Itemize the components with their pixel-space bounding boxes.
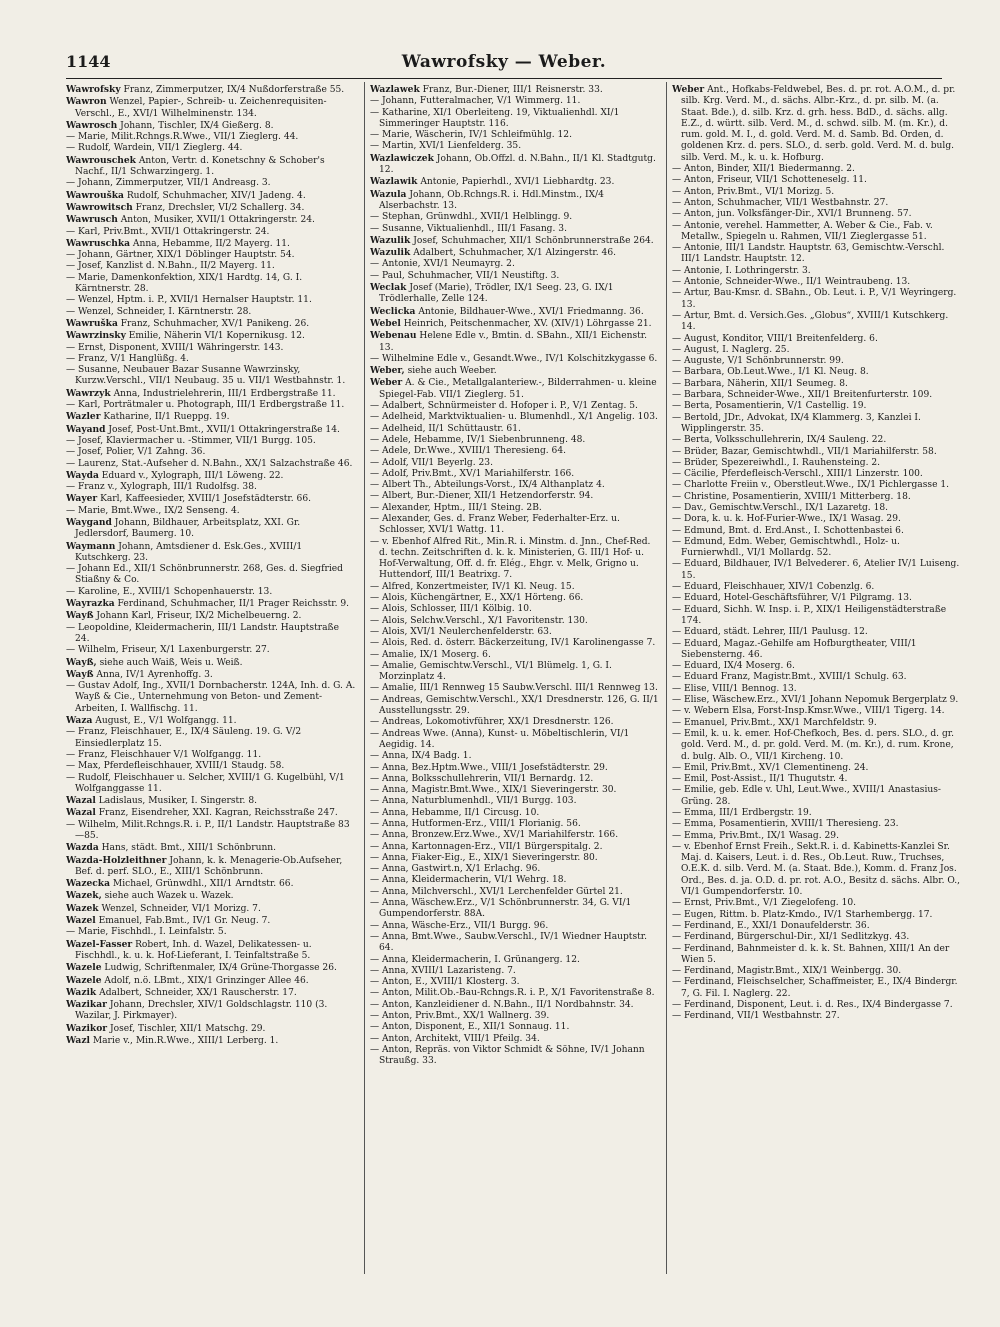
directory-entry: — Laurenz, Stat.-Aufseher d. N.Bahn., XX/1 Salzachstraße 46. — [66, 458, 353, 469]
directory-entry: — Adele, Dr.Wwe., XVIII/1 Theresieng. 64. — [370, 446, 567, 457]
directory-entry: — Amalie, Gemischtw.Verschl., VI/1 Blümelg. 1, G. I. Morzinplatz 4. — [370, 660, 612, 683]
directory-entry: Waygand Johann, Bildhauer, Arbeitsplatz, XXI. Gr. Jedlersdorf, Baumerg. 10. — [66, 516, 301, 540]
directory-entry: — Antonie, XVI/1 Neumayrg. 2. — [370, 259, 515, 270]
directory-entry: — Barbara, Schneider-Wwe., XII/1 Breitenfurterstr. 109. — [672, 390, 933, 401]
directory-entry: — Andreas, Lokomotivführer, XX/1 Dresdnerstr. 126. — [370, 717, 614, 728]
directory-entry: — v. Ebenhof Ernst Freih., Sekt.R. i. d. Kabinetts-Kanzlei Sr. Maj. d. Kaisers, Leut. i. d. Res., Ob.Leut. Ruw., Truchses, O.E.K. d. silb. Verd. M. (a. Staat. Bde.), Komm. d. Franz Jos. Ord., Bes. d. ja. O.D. d. pr. rot. A.O., Besitz d. sächs. Albr. O., VI/1 Gumpendorferstr. 10. — [672, 841, 961, 898]
directory-entry: Wayrazka Ferdinand, Schuhmacher, II/1 Prager Reichsstr. 9. — [66, 598, 350, 610]
directory-entry: — Berta, Volksschullehrerin, IX/4 Sauleng. 22. — [672, 435, 887, 446]
directory-entry: — Antonie, III/1 Landstr. Hauptstr. 63, Gemischtw.-Verschl. III/1 Landstr. Hauptstr. 12. — [672, 243, 945, 265]
directory-entry: Waza August, E., V/1 Wolfgangg. 11. — [66, 715, 237, 727]
directory-entry: — Emilie, geb. Edle v. Uhl, Leut.Wwe., XVIII/1 Anastasius-Grüng. 28. — [672, 785, 941, 807]
directory-entry: Weclicka Antonie, Bildhauer-Wwe., XVI/1 Friedmanng. 36. — [370, 305, 644, 317]
directory-entry: — Rudolf, Fleischhauer u. Selcher, XVIII/1 G. Kugelbühl, V/1 Wolfganggasse 11. — [66, 772, 345, 794]
directory-entry: — Adelheid, II/1 Schüttaustr. 61. — [370, 423, 521, 434]
directory-entry: Wazek Wenzel, Schneider, VI/1 Morizg. 7. — [66, 902, 261, 914]
directory-entry: Wawrofsky Franz, Zimmerputzer, IX/4 Nußdorferstraße 55. — [66, 84, 345, 95]
directory-entry: Wayand Josef, Post-Unt.Bmt., XVII/1 Ottakringerstraße 14. — [66, 423, 340, 435]
directory-entry: Wazikor Josef, Tischler, XII/1 Matschg. 29. — [66, 1022, 266, 1034]
directory-entry: — Elise, Wäschew.Erz., XVI/1 Johann Nepomuk Bergerplatz 9. — [672, 695, 959, 706]
directory-entry: Weber Ant., Hofkabs-Feldwebel, Bes. d. pr. rot. A.O.M., d. pr. silb. Krg. Verd. M., d. sächs. Albr.-Krz., d. pr. silb. M. (a. Staat. Bde.), d. silb. Krz. d. grh. hess. BdD., d. sächs. allg. E.Z., d. württ. silb. Verd. M., d. schwd. silb. M. (m. Kr.), d. rum. gold. M. I., d. gold. Verd. M. d. Samb. Bd. Orden, d. goldenen Krz. d. pers. SLO., d. serb. gold. Verd. M. d. bulg. silb. Verd. M., k. u. k. Hofburg. — [672, 84, 956, 163]
directory-entry: Wazele Adolf, n.ö. LBmt., XIX/1 Grinzinger Allee 46. — [66, 974, 309, 986]
directory-entry: Wawrusch Anton, Musiker, XVII/1 Ottakringerstr. 24. — [66, 214, 315, 226]
directory-entry: Wazulik Josef, Schuhmacher, XII/1 Schönbrunnerstraße 264. — [370, 234, 654, 246]
directory-entry: — Eduard, Bildhauer, IV/1 Belvederег. 6, Atelier IV/1 Luiseng. 15. — [672, 559, 960, 581]
directory-entry: Wazler Katharine, II/1 Rueppg. 19. — [66, 411, 230, 423]
directory-entry: — Anna, Hebamme, II/1 Circusg. 10. — [370, 807, 540, 818]
directory-entry: — Adele, Hebamme, IV/1 Siebenbrunneng. 48. — [370, 434, 586, 445]
directory-entry: Wayß Johann Karl, Friseur, IX/2 Michelbeuerng. 2. — [66, 610, 302, 622]
directory-entry: — Emma, Posamentierin, XVIII/1 Theresieng. 23. — [672, 819, 899, 830]
directory-entry: — Josef, Polier, V/1 Zahng. 36. — [66, 447, 206, 458]
directory-entry: — Johann, Gärtner, XIX/1 Döblinger Hauptstr. 54. — [66, 250, 295, 261]
directory-entry: — Franz, Fleischhauer V/1 Wolfgangg. 11. — [66, 749, 262, 760]
directory-entry: — Marie, Wäscherin, IV/1 Schleifmühlg. 12. — [370, 130, 572, 141]
directory-entry: — Andreas, Gemischtw.Verschl., XX/1 Dresdnerstr. 126, G. II/1 Ausstellungsstr. 29. — [370, 694, 659, 717]
directory-entry: — Franz, Fleischhauer, E., IX/4 Säuleng. 19. G. V/2 Einsiedlerplatz 15. — [66, 727, 302, 749]
directory-entry: — Alois, Red. d. österr. Bäckerzeitung, IV/1 Karolinengasse 7. — [370, 638, 656, 649]
directory-entry: Wawrouška Rudolf, Schuhmacher, XIV/1 Jadeng. 4. — [66, 189, 306, 201]
column-3 — [672, 84, 962, 1274]
directory-entry: — Josef, Klaviermacher u. -Stimmer, VII/1 Burgg. 105. — [66, 435, 316, 446]
directory-entry: — Elise, VIII/1 Bennog. 13. — [672, 683, 797, 694]
directory-entry: — Johann, Zimmerputzer, VII/1 Andreasg. 3. — [66, 178, 271, 189]
directory-entry: Wazal Ladislaus, Musiker, I. Singerstr. 8. — [66, 795, 258, 807]
directory-entry: — Stephan, Grünwdhl., XVII/1 Helblingg. 9. — [370, 212, 573, 223]
directory-entry: — Karl, Priv.Bmt., XVII/1 Ottakringerstr. 24. — [66, 226, 270, 237]
page-number: 1144 — [66, 52, 111, 71]
running-head: Wawrofsky — Weber. — [401, 52, 607, 72]
directory-entry: — Rudolf, Wardein, VII/1 Zieglerg. 44. — [66, 143, 243, 154]
directory-entry: Wawrzyk Anna, Industrielehrerin, III/1 Erdbergstraße 11. — [66, 387, 336, 399]
directory-entry: — Marie, Damenkonfektion, XIX/1 Hardtg. 14, G. I. Kärntnerstr. 28. — [66, 272, 303, 295]
directory-entry: — Charlotte Freiin v., Oberstleut.Wwe., IX/1 Pichlergasse 1. — [672, 480, 950, 491]
directory-entry: — Anton, Kanzleidiener d. N.Bahn., II/1 Nordbahnstr. 34. — [370, 999, 634, 1010]
directory-entry: — Emma, Priv.Bmt., IX/1 Wasag. 29. — [672, 830, 839, 841]
directory-entry: — v. Webern Elsa, Forst-Insp.Kmsr.Wwe., VIII/1 Tigerg. 14. — [672, 706, 945, 717]
directory-entry: Waymann Johann, Amtsdiener d. Esk.Ges., XVIII/1 Kutschkerg. 23. — [66, 540, 303, 563]
directory-entry: Wazele Ludwig, Schriftenmaler, IX/4 Grüne-Thorgasse 26. — [66, 962, 337, 974]
directory-entry: — Emil, Priv.Bmt., XV/1 Clementineng. 24. — [672, 762, 869, 773]
directory-entry: — Anton, Disponent, E., XII/1 Sonnaug. 11. — [370, 1022, 570, 1033]
directory-entry: — Barbara, Ob.Leut.Wwe., I/1 Kl. Neug. 8. — [672, 367, 869, 378]
directory-entry: — Brüder, Bazar, Gemischtwhdl., VII/1 Mariahilferstr. 58. — [672, 446, 937, 457]
directory-entry: — Anna, Kleidermacherin, VI/1 Wehrg. 18. — [370, 875, 567, 886]
directory-entry: — Brüder, Spezereiwhdl., I. Rauhensteing. 2. — [672, 457, 881, 468]
column-1 — [66, 84, 356, 1274]
directory-entry: — Anna, Wäsche-Erz., VII/1 Burgg. 96. — [370, 920, 549, 931]
directory-entry: — Eduard, Sichh. W. Insp. i. P., XIX/1 Heiligenstädterstraße 174. — [672, 604, 947, 626]
directory-entry: — Martin, XVI/1 Lienfelderg. 35. — [370, 141, 522, 152]
directory-entry: Wawrowitsch Franz, Drechsler, VI/2 Schallerg. 34. — [66, 201, 305, 213]
directory-entry: — Christine, Posamentierin, XVIII/1 Mitterberg. 18. — [672, 491, 911, 502]
directory-entry: — Ferdinand, E., XXI/1 Donaufelderstr. 36. — [672, 920, 870, 931]
directory-entry: Wazek, siehe auch Wazek u. Wazek. — [66, 890, 234, 902]
directory-entry: Wazl Marie v., Min.R.Wwe., XIII/1 Lerberg. 1. — [66, 1035, 279, 1047]
directory-entry: — Anna, XVIII/1 Lazaristeng. 7. — [370, 965, 516, 976]
directory-entry: — Ernst, Disponent, XVIII/1 Währingerstr. 143. — [66, 342, 284, 353]
directory-entry: — Ferdinand, Fleischselcher, Schaffmeister, E., IX/4 Bindergr. 7, G. Fil. I. Naglerg. 22. — [672, 977, 958, 999]
directory-entry: Wazda Hans, städt. Bmt., XIII/1 Schönbrunn. — [66, 842, 277, 854]
directory-entry: — Ferdinand, Magistr.Bmt., XIX/1 Weinbergg. 30. — [672, 966, 902, 977]
directory-entry: — Eduard Franz, Magistr.Bmt., XVIII/1 Schulg. 63. — [672, 672, 907, 683]
directory-entry: Wazal Franz, Eisendreher, XXI. Kagran, Reichsstraße 247. — [66, 807, 338, 819]
directory-entry: Wawruška Franz, Schuhmacher, XV/1 Panikeng. 26. — [66, 317, 310, 329]
directory-entry: — Alfred, Konzertmeister, IV/1 Kl. Neug. 15. — [370, 581, 575, 592]
directory-entry: — Johann Ed., XII/1 Schönbrunnerstr. 268, Ges. d. Siegfried Stiaßny & Co. — [66, 564, 343, 586]
directory-entry: — Alois, XVI/1 Neulerchenfelderstr. 63. — [370, 626, 552, 637]
directory-entry: — Alexander, Ges. d. Franz Weber, Federhalter-Erz. u. Schlosser, XVI/1 Wattg. 11. — [370, 513, 620, 536]
directory-entry: — Anton, Priv.Bmt., XX/1 Wallnerg. 39. — [370, 1011, 550, 1022]
directory-entry: — Anna, Bez.Hptm.Wwe., VIII/1 Josefstädterstr. 29. — [370, 762, 608, 773]
directory-entry: — Anton, jun. Volksfänger-Dir., XVI/1 Brunneng. 57. — [672, 209, 912, 220]
directory-entry: Wazula Johann, Ob.Rchngs.R. i. Hdl.Minstm., IX/4 Alserbachstr. 13. — [370, 188, 604, 211]
directory-entry: — Marie, Milit.Rchngs.R.Wwe., VII/1 Zieglerg. 44. — [66, 132, 299, 143]
directory-entry: — Eduard, Magaz.-Gehilfe am Hofburgtheater, VIII/1 Siebensterng. 46. — [672, 638, 917, 660]
directory-entry: — Adolf, Priv.Bmt., XV/1 Mariahilferstr. 166. — [370, 468, 575, 479]
directory-entry: — Edmund, Edm. Weber, Gemischtwhdl., Holz- u. Furnierwhdl., VI/1 Mollardg. 52. — [672, 536, 900, 559]
directory-entry: — Wenzel, Hptm. i. P., XVII/1 Hernalser Hauptstr. 11. — [66, 295, 312, 306]
directory-entry: — Alois, Schlosser, III/1 Kölbig. 10. — [370, 604, 532, 615]
directory-entry: — Adolf, VII/1 Beyerlg. 23. — [370, 457, 493, 468]
directory-entry: — Katharine, XI/1 Oberleiteng. 19, Viktualienhdl. XI/1 Simmeringer Hauptstr. 116. — [370, 107, 620, 129]
directory-entry: — Artur, Bmt. d. Versich.Ges. „Globus“, XVIII/1 Kutschkerg. 14. — [672, 310, 949, 333]
directory-entry: — Berta, Posamentierin, V/1 Castellig. 19. — [672, 401, 867, 412]
directory-entry: — Anna, Bronzew.Erz.Wwe., XV/1 Mariahilferstr. 166. — [370, 830, 619, 841]
column-divider — [364, 82, 365, 1274]
directory-entry: — Anton, Friseur, VII/1 Schotteneselg. 11. — [672, 175, 867, 186]
directory-entry: — Emil, Post-Assist., II/1 Thugutstr. 4. — [672, 774, 848, 785]
directory-entry: — Barbara, Näherin, XII/1 Seumeg. 8. — [672, 378, 848, 389]
directory-entry: — Anton, Repräs. von Viktor Schmidt & Söhne, IV/1 Johann Straußg. 33. — [370, 1044, 645, 1067]
directory-entry: — Karl, Porträtmaler u. Photograph, III/1 Erdbergstraße 11. — [66, 400, 345, 411]
directory-entry: — Anna, Gastwirt.n, X/1 Erlachg. 96. — [370, 864, 541, 875]
directory-entry: — Anna, Magistr.Bmt.Wwe., XIX/1 Sieveringerstr. 30. — [370, 785, 617, 796]
directory-entry: — Paul, Schuhmacher, VII/1 Neustiftg. 3. — [370, 270, 560, 281]
directory-entry: — Gustav Adolf, Ing., XVII/1 Dornbacherstr. 124A, Inh. d. G. A. Wayß & Cie., Unternehmung von Beton- und Zement-Arbeiten, I. Wallfischg. 11. — [66, 681, 356, 714]
directory-entry: — Josef, Kanzlist d. N.Bahn., II/2 Mayerg. 11. — [66, 261, 275, 272]
header-rule — [66, 78, 942, 79]
directory-entry: — Anton, Architekt, VIII/1 Pfeilg. 34. — [370, 1033, 540, 1044]
directory-entry: — Marie, Fischhdl., I. Leinfalstr. 5. — [66, 927, 227, 938]
directory-entry: — Antonie, Schneider-Wwe., II/1 Weintraubeng. 13. — [672, 277, 911, 288]
directory-entry: — Anna, IX/4 Badg. 1. — [370, 751, 472, 762]
directory-entry: — Albert Th., Abteilungs-Vorst., IX/4 Althanplatz 4. — [370, 480, 605, 491]
directory-entry: — Wilhelm, Friseur, X/1 Laxenburgerstr. 27. — [66, 645, 270, 656]
directory-entry: Wawrouschek Anton, Vertr. d. Konetschny & Schober's Nachf., II/1 Schwarzingerg. 1. — [66, 154, 325, 178]
directory-entry: — Anna, Naturblumenhdl., VII/1 Burgg. 103. — [370, 796, 577, 807]
directory-entry: — Wenzel, Schneider, I. Kärntnerstr. 28. — [66, 306, 252, 317]
page-header — [66, 52, 942, 76]
directory-entry: — Anton, Schuhmacher, VII/1 Westbahnstr. 27. — [672, 197, 889, 208]
directory-entry: — Alois, Selchw.Verschl., X/1 Favoritenstr. 130. — [370, 615, 588, 626]
directory-entry: — Adelheid, Marktviktualien- u. Blumenhdl., X/1 Angelig. 103. — [370, 412, 658, 423]
directory-entry: — Anna, Bmt.Wwe., Saubw.Verschl., IV/1 Wiedner Hauptstr. 64. — [370, 931, 648, 954]
directory-entry: — Wilhelmine Edle v., Gesandt.Wwe., IV/1 Kolschitzkygasse 6. — [370, 353, 658, 364]
directory-entry: — Albert, Bur.-Diener, XII/1 Hetzendorferstr. 94. — [370, 491, 594, 502]
directory-entry: Weber A. & Cie., Metallgalanteriew.-, Bilderrahmen- u. kleine Spiegel-Fab. VII/1 Zieglerg. 51. — [370, 377, 657, 400]
directory-entry: — Artur, Bau-Kmsr. d. SBahn., Ob. Leut. i. P., V/1 Weyringerg. 13. — [672, 288, 957, 310]
directory-entry: Wawron Wenzel, Papier-, Schreib- u. Zeichenrequisiten-Verschl., E., XVI/1 Wilhelminenstr. 134. — [66, 96, 327, 119]
directory-entry: — Antonie, I. Lothringerstr. 3. — [672, 265, 811, 276]
directory-entry: — Susanne, Neubauer Bazar Susanne Wawrzinsky, Kurzw.Verschl., VII/1 Neubaug. 35 u. VII/1 Westbahnstr. 1. — [66, 365, 346, 387]
directory-entry: — Eduard, städt. Lehrer, III/1 Paulusg. 12. — [672, 627, 868, 638]
directory-entry: — Emil, k. u. k. emer. Hof-Chefkoch, Bes. d. pers. SLO., d. gr. gold. Verd. M., d. pr. gold. Verd. M. (m. Kr.), d. rum. Krone, d. bulg. Alb. O., VII/1 Kircheng. 10. — [672, 728, 955, 762]
directory-entry: — Anna, Hutformen-Erz., VIII/1 Florianig. 56. — [370, 819, 581, 829]
column-divider — [666, 82, 667, 1274]
directory-entry: — Cäcilie, Pferdefleisch-Verschl., XIII/1 Linzerstr. 100. — [672, 469, 923, 480]
directory-entry: — Alexander, Hptm., III/1 Steing. 2B. — [370, 502, 542, 513]
directory-entry: — Anna, Fiaker-Eig., E., XIX/1 Sieveringerstr. 80. — [370, 852, 598, 863]
directory-entry: — Marie, Bmt.Wwe., IX/2 Senseng. 4. — [66, 505, 240, 516]
directory-entry: — Anna, Kleidermacherin, I. Grünangerg. 12. — [370, 954, 580, 965]
column-2 — [370, 84, 660, 1274]
directory-entry: — Anton, E., XVIII/1 Klosterg. 3. — [370, 977, 520, 988]
directory-entry: — Antonie, verehel. Hammetter, A. Weber & Cie., Fab. v. Metallw., Spiegeln u. Rahmen, VII/1 Zieglergasse 51. — [672, 220, 933, 242]
directory-entry: — Eduard, IX/4 Moserg. 6. — [672, 661, 795, 672]
directory-entry: — Dora, k. u. k. Hof-Furier-Wwe., IX/1 Wasag. 29. — [672, 514, 901, 525]
directory-entry: Wawrosch Johann, Tischler, IX/4 Gießerg. 8. — [66, 119, 274, 131]
directory-entry: — v. Ebenhof Alfred Rit., Min.R. i. Minstm. d. Jnn., Chef-Red. d. techn. Zeitschriften d. k. k. Ministerien, G. III/1 Hof- u. Hof-Verwaltung, Off. d. fr. Elég., Ehgr. v. Melk, Grigno u. Huttendorf, III/1 Beatrixg. 7. — [370, 536, 651, 581]
directory-entry: — Franz v., Xylograph, III/1 Rudolfsg. 38. — [66, 482, 257, 493]
directory-entry: Wawrzinsky Emilie, Näherin VI/1 Kopernikusg. 12. — [66, 330, 305, 342]
directory-entry: — Emanuel, Priv.Bmt., XX/1 Marchfeldstr. 9. — [672, 717, 877, 728]
directory-entry: — Bertold, JDr., Advokat, IX/4 Klammerg. 3, Kanzlei I. Wipplingerstr. 35. — [672, 412, 921, 434]
directory-entry: Webenau Helene Edle v., Bmtin. d. SBahn., XII/1 Eichenstr. 13. — [370, 330, 648, 353]
directory-entry: Weclak Josef (Marie), Trödler, IX/1 Seeg. 23, G. IX/1 Trödlerhalle, Zelle 124. — [370, 282, 614, 305]
directory-entry: — August, I. Naglerg. 25. — [672, 344, 790, 355]
directory-entry: — Dav., Gemischtw.Verschl., IX/1 Lazaretg. 18. — [672, 502, 889, 513]
directory-entry: Wawruschka Anna, Hebamme, II/2 Mayerg. 11. — [66, 237, 290, 249]
directory-entry: — Anna, Wäschew.Erz., V/1 Schönbrunnerstr. 34, G. VI/1 Gumpendorferstr. 88A. — [370, 898, 632, 920]
directory-entry: Wayda Eduard v., Xylograph, III/1 Löweng. 22. — [66, 469, 284, 481]
directory-entry: Wayß Anna, IV/1 Ayrenhoffg. 3. — [66, 668, 213, 680]
directory-entry: Wazulik Adalbert, Schuhmacher, X/1 Alzingerstr. 46. — [370, 247, 617, 259]
directory-entry: — Andreas Wwe. (Anna), Kunst- u. Möbeltischlerin, VI/1 Aegidig. 14. — [370, 728, 630, 750]
directory-entry: — Eugen, Rittm. b. Platz-Kmdo., IV/1 Starhembergg. 17. — [672, 909, 933, 920]
directory-entry: — Ferdinand, VII/1 Westbahnstr. 27. — [672, 1011, 840, 1022]
directory-entry: — Susanne, Viktualienhdl., III/1 Fasang. 3. — [370, 223, 567, 234]
directory-entry: Wazecka Michael, Grünwdhl., XII/1 Arndtstr. 66. — [66, 878, 294, 890]
directory-entry: Wazda-Holzleithner Johann, k. k. Menagerie-Ob.Aufseher, Bef. d. perf. SLO., E., XIII/1 Schönbrunn. — [66, 854, 343, 877]
directory-entry: — Karoline, E., XVIII/1 Schopenhauerstr. 13. — [66, 586, 273, 597]
directory-entry: — August, Konditor, VIII/1 Breitenfelderg. 6. — [672, 333, 878, 344]
directory-entry: — Franz, V/1 Hanglüßg. 4. — [66, 353, 189, 364]
directory-entry: — Johann, Futteralmacher, V/1 Wimmerg. 11. — [370, 96, 581, 107]
directory-entry: — Ernst, Priv.Bmt., V/1 Ziegelofeng. 10. — [672, 898, 857, 909]
directory-entry: Wazlawik Antonie, Papierhdl., XVI/1 Liebhardtg. 23. — [370, 176, 615, 188]
directory-entry: — Anna, Bolksschullehrerin, VII/1 Bernardg. 12. — [370, 773, 594, 784]
directory-entry: Wazel-Fasser Robert, Inh. d. Wazel, Delikatessen- u. Fischhdl., k. u. k. Hof-Lieferant, I. Teinfaltstraße 5. — [66, 938, 312, 961]
directory-entry: Weber, siehe auch Weeber. — [370, 365, 497, 377]
directory-entry: — Adalbert, Schnürmeister d. Hofoper i. P., V/1 Zentag. 5. — [370, 401, 638, 412]
directory-entry: — Alois, Küchengärtner, E., XX/1 Hörteng. 66. — [370, 593, 584, 604]
directory-entry: Wazik Adalbert, Schneider, XX/1 Rauscherstr. 17. — [66, 986, 297, 998]
directory-entry: — Emma, III/1 Erdbergstr. 19. — [672, 808, 812, 818]
directory-entry: Wazel Emanuel, Fab.Bmt., IV/1 Gr. Neug. 7. — [66, 915, 271, 927]
directory-entry: — Eduard, Hotel-Geschäftsführer, V/1 Pilgramg. 13. — [672, 593, 912, 604]
directory-entry: — Edmund, Bmt. d. Erd.Anst., I. Schottenbastei 6. — [672, 525, 904, 536]
directory-entry: — Anton, Milit.Ob.-Bau-Rchngs.R. i. P., X/1 Favoritenstraße 8. — [370, 988, 655, 999]
directory-entry: — Amalie, IX/1 Moserg. 6. — [370, 649, 491, 660]
directory-entry: — Anton, Priv.Bmt., VI/1 Morizg. 5. — [672, 186, 835, 197]
directory-entry: — Anna, Milchverschl., XVI/1 Lerchenfelder Gürtel 21. — [370, 886, 623, 897]
directory-entry: — Ferdinand, Bürgerschul-Dir., XI/1 Sedlitzkyg. 43. — [672, 932, 910, 943]
directory-entry: Wazikar Johann, Drechsler, XIV/1 Goldschlagstr. 110 (3. Wazilar, J. Pirkmayer). — [66, 999, 328, 1022]
directory-entry: Wayer Karl, Kaffeesieder, XVIII/1 Josefstädterstr. 66. — [66, 493, 312, 505]
directory-entry: — Eduard, Fleischhauer, XIV/1 Cobenzlg. 6. — [672, 582, 875, 593]
directory-entry: — Ferdinand, Disponent, Leut. i. d. Res., IX/4 Bindergasse 7. — [672, 1000, 953, 1011]
directory-entry: — Auguste, V/1 Schönbrunnerstr. 99. — [672, 356, 844, 367]
directory-entry: Wazlawek Franz, Bur.-Diener, III/1 Reisnerstr. 33. — [370, 84, 603, 95]
directory-entry: Wazlawiczek Johann, Ob.Offzl. d. N.Bahn., II/1 Kl. Stadtgutg. 12. — [370, 152, 656, 176]
directory-entry: — Leopoldine, Kleidermacherin, III/1 Landstr. Hauptstraße 24. — [66, 622, 339, 644]
directory-entry: — Anton, Binder, XII/1 Biedermanng. 2. — [672, 164, 855, 175]
directory-entry: — Ferdinand, Bahnmeister d. k. k. St. Bahnen, XIII/1 An der Wien 5. — [672, 943, 950, 965]
directory-entry: — Wilhelm, Milit.Rchngs.R. i. P., II/1 Landstr. Hauptstraße 83—85. — [66, 819, 350, 841]
directory-entry: — Anna, Kartonnagen-Erz., VII/1 Bürgerspitalg. 2. — [370, 841, 603, 852]
directory-entry: Webel Heinrich, Peitschenmacher, XV. (XIV/1) Löhrgasse 21. — [370, 317, 652, 329]
directory-entry: Wayß, siehe auch Waiß, Weis u. Weiß. — [66, 656, 243, 668]
directory-entry: — Max, Pferdefleischhauer, XVIII/1 Staudg. 58. — [66, 761, 285, 772]
directory-entry: — Amalie, III/1 Rennweg 15 Saubw.Verschl. III/1 Rennweg 13. — [370, 683, 658, 694]
